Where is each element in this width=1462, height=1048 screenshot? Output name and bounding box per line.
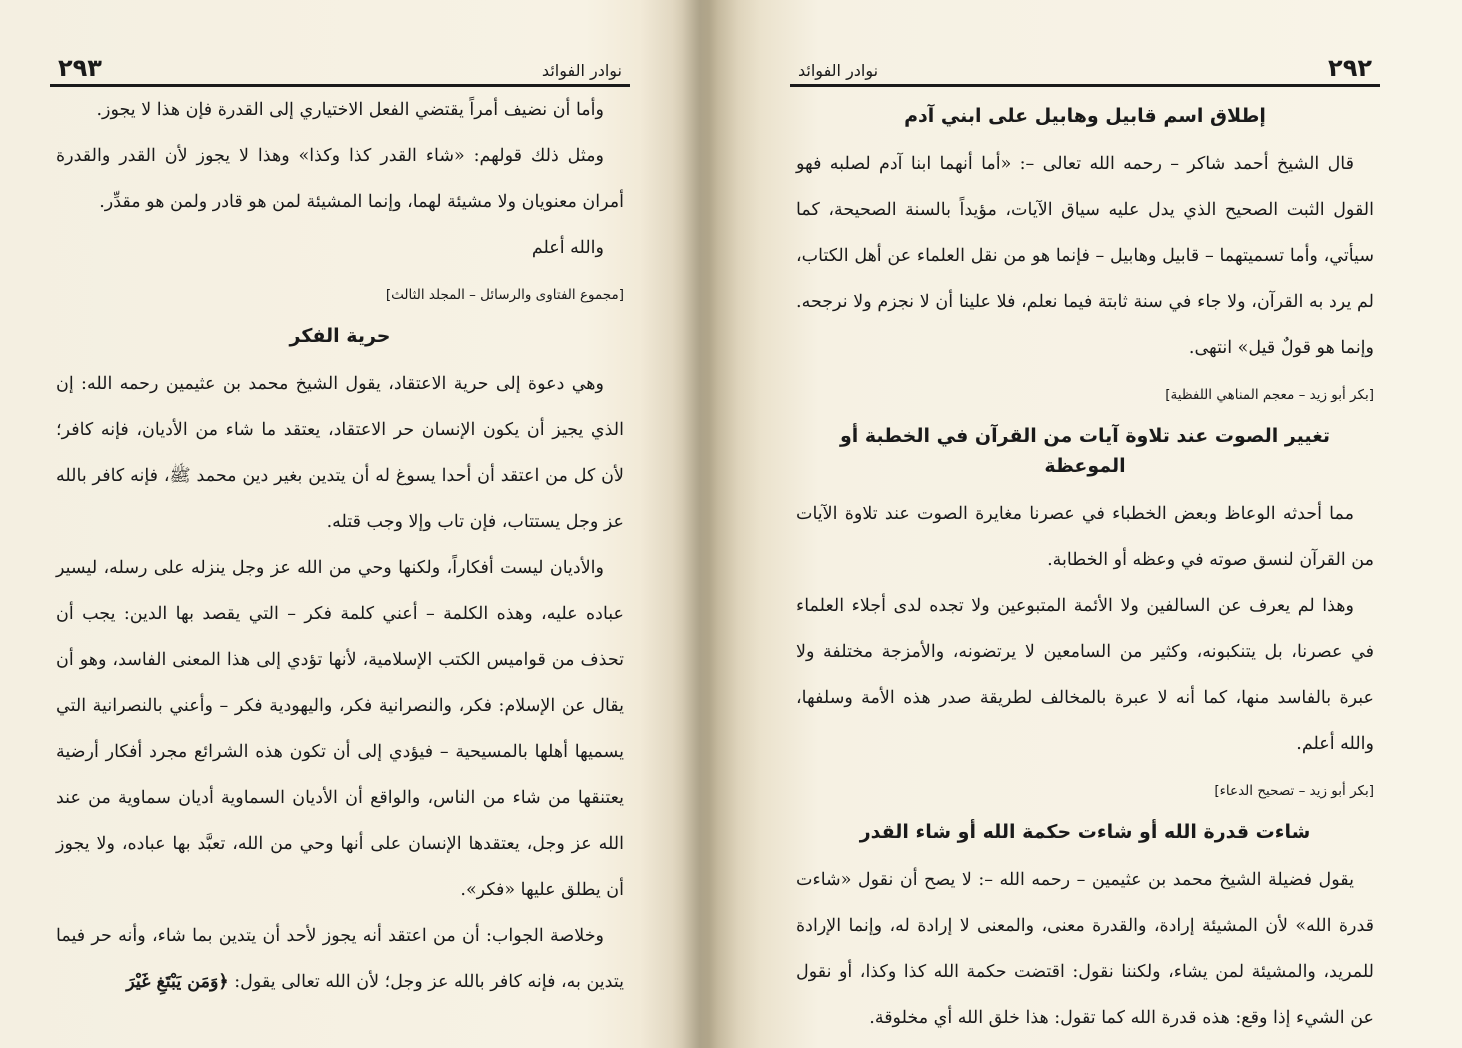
- right-paragraph-2b: وهذا لم يعرف عن السالفين ولا الأئمة المتبوعين ولا تجده لدى أجلاء العلماء في عصرنا، بل يتنكبونه، وكثير من السامعين لا يرتضونه، والأمزجة مختلفة ولا عبرة بالفاسد منها، كما أنه لا عبرة بالمخالف لطريقة صدر هذه الأمة وسلفها، والله أعلم.: [796, 596, 1374, 754]
- right-page: [790, 40, 1380, 1041]
- left-paragraph-2: ومثل ذلك قولهم: «شاء القدر كذا وكذا» وهذا لا يجوز لأن القدر والقدرة أمران معنويان ولا مشيئة لهما، وإنما المشيئة لمن هو قادر ولمن هو مقدِّر.: [56, 146, 624, 212]
- right-paragraph-2a: مما أحدثه الوعاظ وبعض الخطباء في عصرنا مغايرة الصوت عند تلاوة الآيات من القرآن لنسق صوته في وعظه أو الخطابة.: [796, 504, 1374, 570]
- book-gutter: [640, 0, 760, 1048]
- left-section-paragraph-3-text: وخلاصة الجواب: أن من اعتقد أنه يجوز لأحد أن يتدين بما شاء، وأنه حر فيما يتدين به، فإنه كافر بالله عز وجل؛ لأن الله تعالى يقول:: [56, 926, 624, 992]
- left-source-citation: [مجموع الفتاوى والرسائل – المجلد الثالث]: [385, 287, 624, 303]
- right-running-header: [790, 40, 1380, 87]
- right-page-body: [790, 101, 1380, 1041]
- left-section-paragraph-3: [56, 913, 624, 1005]
- left-paragraph-3: والله أعلم: [531, 238, 604, 258]
- right-page-number: ٢٩٢: [1328, 54, 1372, 82]
- right-source-citation-2: [بكر أبو زيد – تصحيح الدعاء]: [1214, 783, 1374, 799]
- left-section-heading: حرية الفكر: [289, 325, 391, 347]
- quran-verse-fragment: ﴿وَمَن يَبْتَغِ غَيْرَ: [126, 972, 229, 992]
- left-page: [50, 40, 630, 1005]
- left-running-title: نوادر الفوائد: [541, 61, 622, 80]
- left-section-paragraph-1: وهي دعوة إلى حرية الاعتقاد، يقول الشيخ محمد بن عثيمين رحمه الله: إن الذي يجيز أن يكون الإنسان حر الاعتقاد، يعتقد ما شاء من الأديان، فإنه كافر؛ لأن كل من اعتقد أن أحدا يسوغ له أن يتدين بغير دين محمد ﷺ، فإنه كافر بالله عز وجل يستتاب، فإن تاب وإلا وجب قتله.: [56, 374, 624, 532]
- left-running-header: [50, 40, 630, 87]
- right-running-title: نوادر الفوائد: [798, 61, 879, 80]
- left-page-body: [50, 87, 630, 1005]
- right-source-citation-1: [بكر أبو زيد – معجم المناهي اللفظية]: [1165, 387, 1374, 403]
- right-heading-1: إطلاق اسم قابيل وهابيل على ابني آدم: [904, 105, 1266, 127]
- left-paragraph-1: وأما أن نضيف أمراً يقتضي الفعل الاختياري إلى القدرة فإن هذا لا يجوز.: [96, 100, 604, 120]
- right-heading-3: شاءت قدرة الله أو شاءت حكمة الله أو شاء القدر: [859, 821, 1311, 843]
- right-heading-2: تغيير الصوت عند تلاوة آيات من القرآن في الخطبة أو الموعظة: [839, 425, 1331, 477]
- right-paragraph-3: يقول فضيلة الشيخ محمد بن عثيمين – رحمه الله –: لا يصح أن نقول «شاءت قدرة الله» لأن المشيئة إرادة، والقدرة معنى، والمعنى لا إرادة له، وإنما الإرادة للمريد، والمشيئة لمن يشاء، ولكننا نقول: اقتضت حكمة الله كذا وكذا، أو نقول عن الشيء إذا وقع: هذه قدرة الله كما تقول: هذا خلق الله أي مخلوقة.: [796, 870, 1374, 1028]
- left-section-paragraph-2: والأديان ليست أفكاراً، ولكنها وحي من الله عز وجل ينزله على رسله، ليسير عباده عليه، وهذه الكلمة – أعني كلمة فكر – التي يقصد بها الدين: يجب أن تحذف من قواميس الكتب الإسلامية، لأنها تؤدي إلى هذا المعنى الفاسد، وهو أن يقال عن الإسلام: فكر، والنصرانية فكر، واليهودية فكر – وأعني بالنصرانية التي يسميها أهلها بالمسيحية – فيؤدي إلى أن تكون هذه الشرائع مجرد أفكار أرضية يعتنقها من شاء من الناس، والواقع أن الأديان السماوية أديان سماوية من عند الله عز وجل، يعتقدها الإنسان على أنها وحي من الله، تعبَّد بها عباده، ولا يجوز أن يطلق عليها «فكر».: [56, 558, 624, 900]
- right-paragraph-1: قال الشيخ أحمد شاكر – رحمه الله تعالى –: «أما أنهما ابنا آدم لصلبه فهو القول الثبت الصحيح الذي يدل عليه سياق الآيات، مؤيداً بالسنة الصحيحة، كما سيأتي، وأما تسميتهما – قابيل وهابيل – فإنما هو من نقل العلماء عن أهل الكتاب، لم يرد به القرآن، ولا جاء في سنة ثابتة فيما نعلم، فلا علينا أن لا نجزم ولا نرجحه. وإنما هو قولٌ قيل» انتهى.: [796, 154, 1374, 358]
- left-page-number: ٢٩٣: [58, 54, 102, 82]
